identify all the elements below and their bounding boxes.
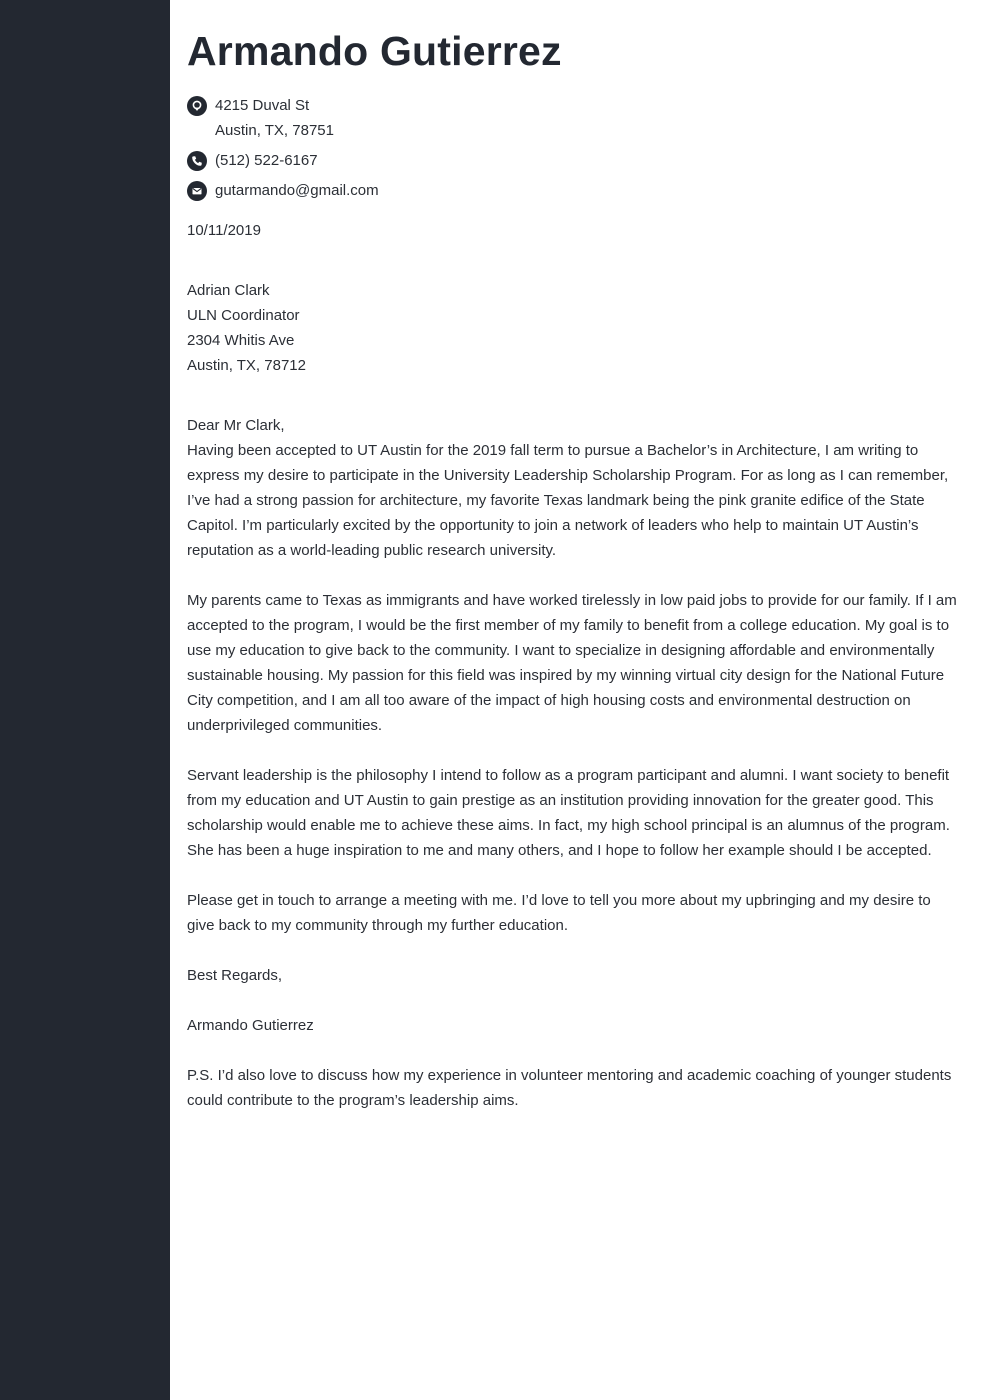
signature: Armando Gutierrez bbox=[187, 1017, 314, 1034]
location-icon bbox=[187, 96, 207, 116]
recipient-address-line-2: Austin, TX, 78712 bbox=[187, 357, 306, 374]
paragraph-background: My parents came to Texas as immigrants and have worked tirelessly in low paid jobs to provide for our family. If I am accepted to the program, I would be the first member of my family to benefit from a college education. My goal is to use my education to give back to the community. I want to specialize in designing affordable and environmentally sustainable housing. My passion for this field was inspired by my winning virtual city design for the National Future City competition, and I am all too aware of the impact of high housing costs and environmental destruction on underprivileged communities. bbox=[187, 592, 957, 734]
phone-row bbox=[187, 148, 962, 173]
contact-info bbox=[187, 93, 962, 203]
paragraph-call-to-action: Please get in touch to arrange a meeting with me. I’d love to tell you more about my upbringing and my desire to give back to my community through my further education. bbox=[187, 892, 931, 934]
letter-date: 10/11/2019 bbox=[187, 222, 261, 239]
recipient-address-line-1: 2304 Whitis Ave bbox=[187, 332, 295, 349]
email-address[interactable]: gutarmando@gmail.com bbox=[215, 182, 379, 199]
recipient-name: Adrian Clark bbox=[187, 282, 270, 299]
applicant-name: Armando Gutierrez bbox=[187, 28, 562, 74]
sidebar-panel bbox=[0, 0, 170, 1400]
recipient-block bbox=[187, 278, 962, 378]
address-lines bbox=[215, 93, 334, 143]
letter-body bbox=[187, 413, 962, 1113]
postscript: P.S. I’d also love to discuss how my experience in volunteer mentoring and academic coaching of younger students could contribute to the program’s leadership aims. bbox=[187, 1067, 952, 1109]
recipient-title: ULN Coordinator bbox=[187, 307, 300, 324]
greeting: Dear Mr Clark, bbox=[187, 417, 285, 434]
phone-icon bbox=[187, 151, 207, 171]
address-line-1: 4215 Duval St bbox=[215, 97, 310, 114]
email-row bbox=[187, 178, 962, 203]
address-row bbox=[187, 93, 962, 143]
paragraph-leadership: Servant leadership is the philosophy I intend to follow as a program participant and alumni. I want society to benefit from my education and UT Austin to gain prestige as an institution providing innovation for the greater good. This scholarship would enable me to achieve these aims. In fact, my high school principal is an alumnus of the program. She has been a huge inspiration to me and many others, and I hope to follow her example should I be accepted. bbox=[187, 767, 950, 859]
email-icon bbox=[187, 181, 207, 201]
address-line-2: Austin, TX, 78751 bbox=[215, 122, 334, 139]
cover-letter bbox=[187, 0, 962, 1138]
paragraph-intro: Having been accepted to UT Austin for the 2019 fall term to pursue a Bachelor’s in Architecture, I am writing to express my desire to participate in the University Leadership Scholarship Program. For as long as I can remember, I’ve had a strong passion for architecture, my favorite Texas landmark being the pink granite edifice of the State Capitol. I’m particularly excited by the opportunity to join a network of leaders who help to maintain UT Austin’s reputation as a world-leading public research university. bbox=[187, 442, 949, 559]
closing: Best Regards, bbox=[187, 967, 283, 984]
phone-number[interactable]: (512) 522-6167 bbox=[215, 152, 318, 169]
